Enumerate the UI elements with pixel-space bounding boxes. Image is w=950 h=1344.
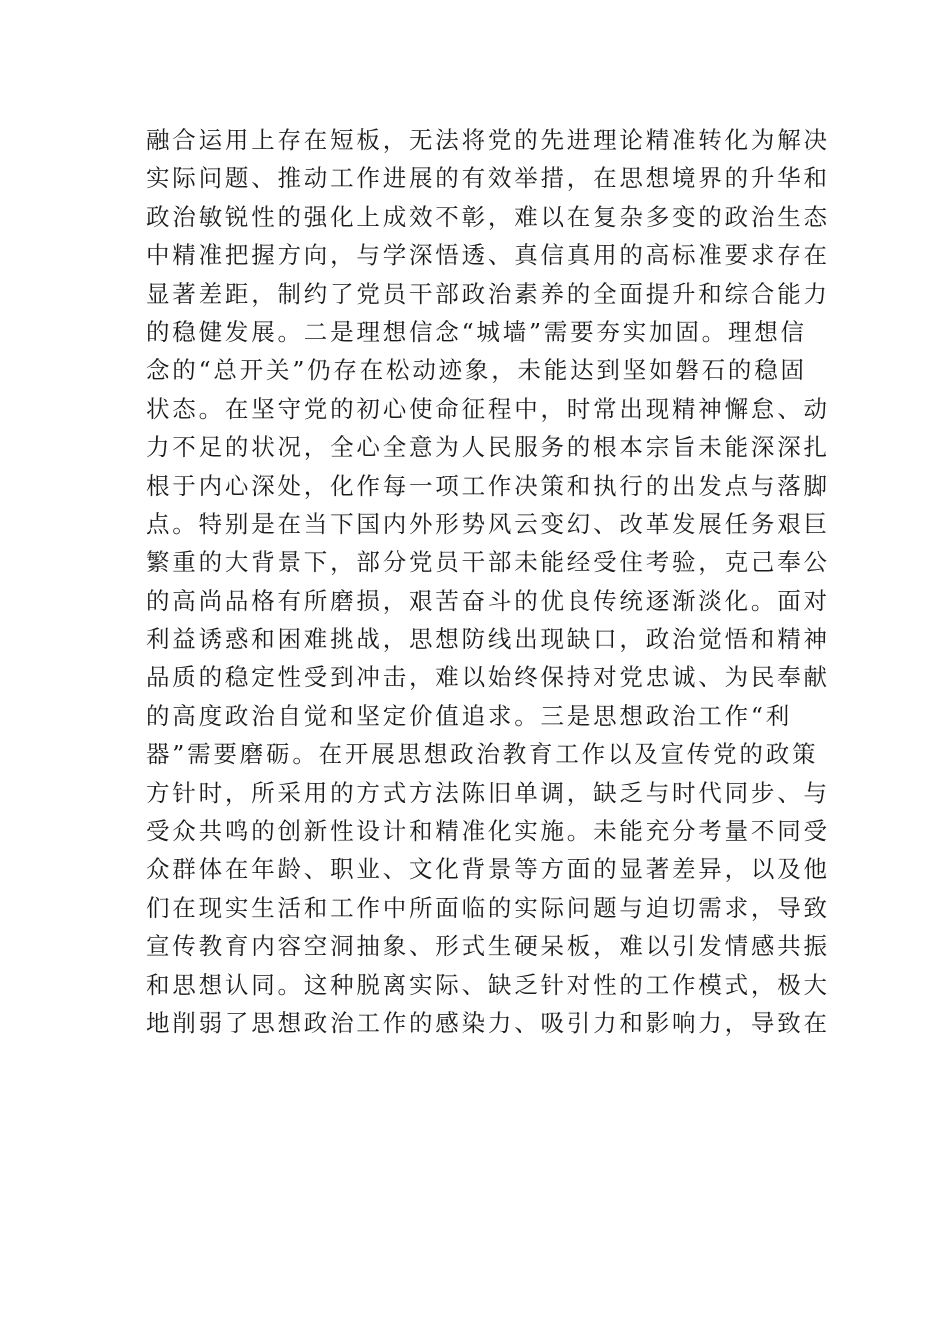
text-line-17: 器”需要磨砺。在开展思想政治教育工作以及宣传党的政策 (146, 740, 819, 769)
text-line-7: 念的“总开关”仍存在松动迹象，未能达到坚如磐石的稳固 (146, 356, 807, 385)
text-line-18: 方针时，所采用的方式方法陈旧单调，缺乏与时代同步、与 (146, 778, 830, 807)
text-line-11: 点。特别是在当下国内外形势风云变幻、改革发展任务艰巨 (146, 509, 830, 538)
text-line-19: 受众共鸣的创新性设计和精准化实施。未能充分考量不同受 (146, 817, 830, 846)
text-line-20: 众群体在年龄、职业、文化背景等方面的显著差异，以及他 (146, 855, 830, 884)
text-line-9: 力不足的状况，全心全意为人民服务的根本宗旨未能深深扎 (146, 433, 830, 462)
text-line-13: 的高尚品格有所磨损，艰苦奋斗的优良传统逐渐淡化。面对 (146, 586, 830, 615)
text-line-12: 繁重的大背景下，部分党员干部未能经受住考验，克己奉公 (146, 548, 830, 577)
text-line-2: 实际问题、推动工作进展的有效举措，在思想境界的升华和 (146, 164, 830, 193)
text-line-6: 的稳健发展。二是理想信念“城墙”需要夯实加固。理想信 (146, 317, 807, 346)
text-line-21: 们在现实生活和工作中所面临的实际问题与迫切需求，导致 (146, 893, 830, 922)
text-line-14: 利益诱惑和困难挑战，思想防线出现缺口，政治觉悟和精神 (146, 625, 830, 654)
text-line-5: 显著差距，制约了党员干部政治素养的全面提升和综合能力 (146, 279, 830, 308)
text-line-15: 品质的稳定性受到冲击，难以始终保持对党忠诚、为民奉献 (146, 663, 830, 692)
text-line-1: 融合运用上存在短板，无法将党的先进理论精准转化为解决 (146, 126, 830, 154)
text-line-23: 和思想认同。这种脱离实际、缺乏针对性的工作模式，极大 (146, 970, 830, 999)
text-line-16: 的高度政治自觉和坚定价值追求。三是思想政治工作“利 (146, 701, 793, 730)
text-line-24: 地削弱了思想政治工作的感染力、吸引力和影响力，导致在 (146, 1008, 830, 1037)
text-line-4: 中精准把握方向，与学深悟透、真信真用的高标准要求存在 (146, 241, 830, 270)
text-line-3: 政治敏锐性的强化上成效不彰，难以在复杂多变的政治生态 (146, 202, 830, 231)
text-line-10: 根于内心深处，化作每一项工作决策和执行的出发点与落脚 (146, 471, 830, 500)
text-line-22: 宣传教育内容空洞抽象、形式生硬呆板，难以引发情感共振 (146, 932, 830, 961)
body-paragraph (146, 121, 830, 1042)
text-line-8: 状态。在坚守党的初心使命征程中，时常出现精神懈怠、动 (146, 394, 830, 423)
